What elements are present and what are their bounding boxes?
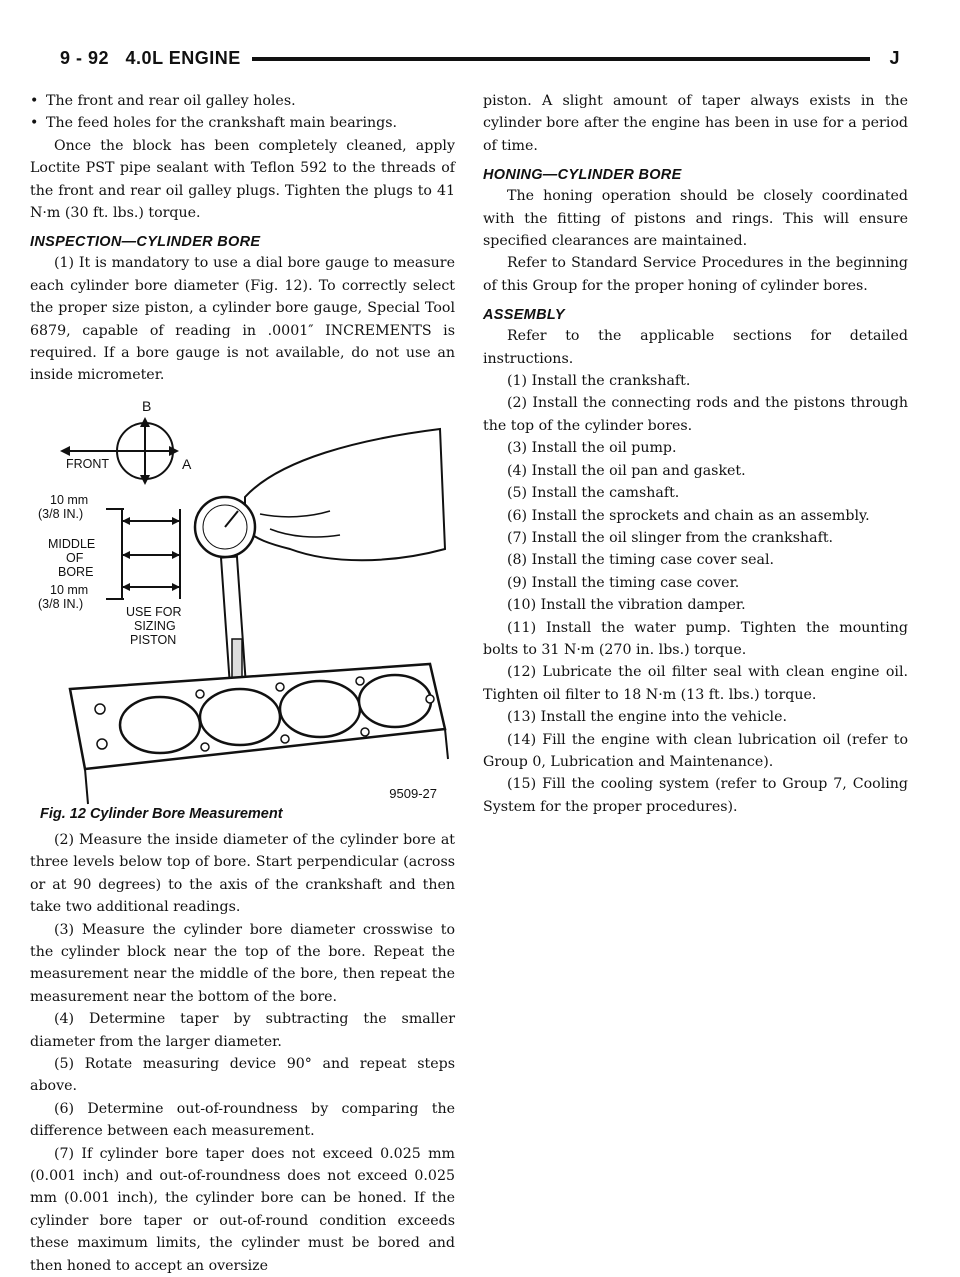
header-mark: J	[889, 48, 900, 68]
honing-paragraph: Refer to Standard Service Procedures in the beginning of this Group for the proper honing of cylinder bores.	[483, 255, 908, 294]
label-bore: BORE	[58, 564, 94, 579]
assembly-step: (6) Install the sprockets and chain as an assembly.	[507, 507, 870, 524]
label-bot-mm: 10 mm	[50, 582, 89, 597]
assembly-step: (2) Install the connecting rods and the pistons through the top of the cylinder bores.	[483, 395, 908, 434]
honing-paragraph: The honing operation should be closely coordinated with the fitting of pistons and rings. This will ensure specified clearances are maintained.	[483, 188, 908, 250]
assembly-step: (15) Fill the cooling system (refer to Group 7, Cooling System for the proper procedures).	[483, 776, 908, 815]
assembly-step: (9) Install the timing case cover.	[507, 574, 740, 591]
assembly-step: (1) Install the crankshaft.	[507, 373, 691, 390]
section-heading: INSPECTION—CYLINDER BORE	[30, 234, 261, 251]
section-heading: ASSEMBLY	[483, 307, 565, 324]
step-paragraph: (3) Measure the cylinder bore diameter crosswise to the cylinder block near the top of the bore. Repeat the measurement near the middle of the bore, then repeat the measurement near the bottom of the bore.	[30, 921, 455, 1005]
label-front: FRONT	[66, 456, 110, 471]
bullet-item: • The front and rear oil galley holes.	[30, 90, 455, 112]
assembly-step: (13) Install the engine into the vehicle.	[507, 709, 787, 726]
label-middle: MIDDLE	[48, 536, 96, 551]
label-a: A	[182, 455, 192, 472]
assembly-step: (5) Install the camshaft.	[507, 485, 680, 502]
right-column	[483, 90, 908, 818]
label-bot-in: (3/8 IN.)	[38, 596, 84, 611]
label-top-in: (3/8 IN.)	[38, 506, 84, 521]
assembly-step: (10) Install the vibration damper.	[507, 597, 746, 614]
label-sizing: SIZING	[134, 618, 176, 633]
assembly-step: (3) Install the oil pump.	[507, 440, 677, 457]
page-header	[60, 46, 900, 72]
header-rule	[252, 57, 870, 61]
label-piston: PISTON	[130, 632, 177, 647]
assembly-step: (4) Install the oil pan and gasket.	[507, 462, 746, 479]
step-paragraph: (2) Measure the inside diameter of the cylinder bore at three levels below top of bore. Start perpendicular (across or at 90 degrees) to the axis of the crankshaft and then take two additional readings.	[30, 831, 455, 916]
assembly-step: (12) Lubricate the oil filter seal with clean engine oil. Tighten oil filter to 18 N·m (13 ft. lbs.) torque.	[483, 664, 908, 703]
assembly-step: (7) Install the oil slinger from the crankshaft.	[507, 529, 834, 546]
assembly-step: (14) Fill the engine with clean lubrication oil (refer to Group 0, Lubrication and Maintenance).	[483, 731, 908, 770]
label-of: OF	[66, 550, 84, 565]
step-paragraph: (6) Determine out-of-roundness by comparing the difference between each measurement.	[30, 1100, 455, 1140]
section-heading: HONING—CYLINDER BORE	[483, 167, 682, 184]
assembly-intro: Refer to the applicable sections for detailed instructions.	[483, 328, 908, 367]
figure-cylinder-bore	[30, 399, 455, 829]
step-paragraph: (7) If cylinder bore taper does not exceed 0.025 mm (0.001 inch) and out-of-roundness does not exceed 0.025 mm (0.001 inch), the cylinder bore can be honed. If the cylinder bore taper or out-of-round condition exceeds these maximum limits, the cylinder must be bored and then honed to accept an oversize	[30, 1145, 455, 1274]
step-paragraph: (5) Rotate measuring device 90° and repeat steps above.	[30, 1055, 455, 1095]
left-column	[30, 90, 455, 1277]
bullet-item: • The feed holes for the crankshaft main bearings.	[30, 112, 455, 134]
figure-code: 9509-27	[389, 785, 437, 801]
assembly-step: (11) Install the water pump. Tighten the mounting bolts to 31 N·m (270 in. lbs.) torque.	[483, 619, 908, 658]
bullet-icon: •	[30, 115, 39, 132]
assembly-step: (8) Install the timing case cover seal.	[507, 552, 775, 569]
figure-caption: Fig. 12 Cylinder Bore Measurement	[40, 805, 283, 822]
label-b: B	[142, 397, 152, 414]
step-paragraph: (4) Determine taper by subtracting the smaller diameter from the larger diameter.	[30, 1011, 455, 1050]
step-paragraph: (1) It is mandatory to use a dial bore gauge to measure each cylinder bore diameter (Fig. 12). To correctly select the proper size piston, a cylinder bore gauge, Special Tool 6879, capable of reading in .0001″ INCREMENTS is required. If a bore gauge is not available, do not use an inside micrometer.	[30, 255, 455, 384]
label-top-mm: 10 mm	[50, 492, 89, 507]
cleaning-paragraph: Once the block has been completely cleaned, apply Loctite PST pipe sealant with Teflon 592 to the threads of the front and rear oil galley plugs. Tighten the plugs to 41 N·m (30 ft. lbs.) torque.	[30, 137, 455, 222]
label-use-for: USE FOR	[126, 604, 182, 619]
bullet-icon: •	[30, 93, 39, 109]
continued-paragraph: piston. A slight amount of taper always exists in the cylinder bore after the engine has been in use for a period of time.	[483, 93, 908, 154]
header-title: 9 - 92 4.0L ENGINE	[60, 48, 241, 68]
